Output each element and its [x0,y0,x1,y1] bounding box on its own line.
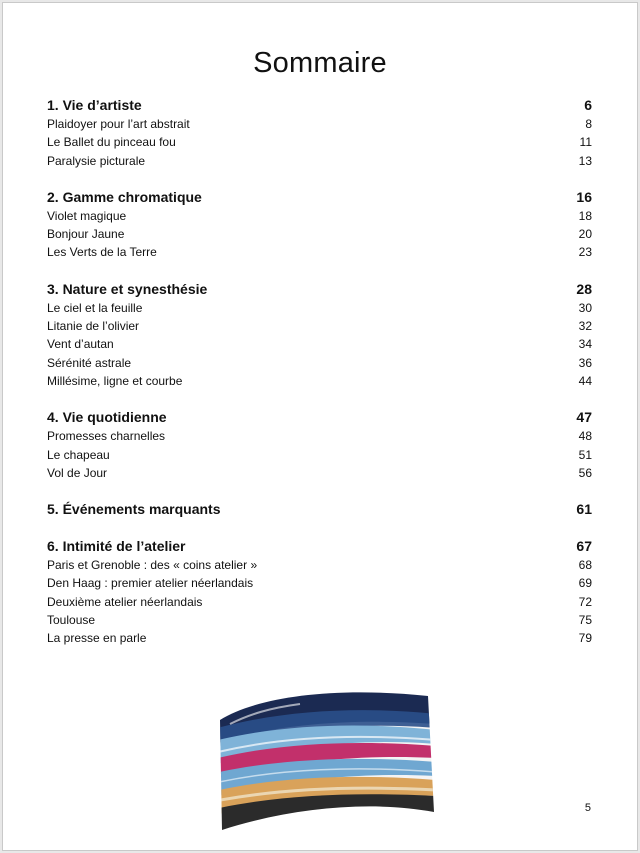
toc-entry[interactable] [47,152,592,170]
entry-page: 36 [578,355,592,370]
toc-entry[interactable] [47,354,592,372]
entry-page: 72 [578,594,592,609]
entry-page: 34 [578,337,592,352]
entry-page: 30 [578,300,592,315]
toc-section [47,95,592,170]
toc-entry[interactable] [47,207,592,225]
toc-entry[interactable] [47,372,592,390]
toc-entry[interactable] [47,574,592,592]
toc-entry[interactable] [47,225,592,243]
entry-page: 48 [578,429,592,444]
toc-entry[interactable] [47,427,592,445]
toc-section-heading[interactable] [47,499,592,519]
entry-title: Toulouse [47,613,96,628]
section-page: 16 [576,188,592,205]
entry-page: 51 [578,447,592,462]
entry-page: 44 [578,373,592,388]
toc-entry[interactable] [47,629,592,647]
section-title: 2. Gamme chromatique [47,188,202,205]
entry-title: Plaidoyer pour l’art abstrait [47,117,190,131]
toc-section [47,279,592,390]
entry-title: Vol de Jour [47,465,108,480]
toc-entry[interactable] [47,335,592,353]
toc-entry[interactable] [47,299,592,317]
toc-entry[interactable] [47,464,592,482]
toc-entry[interactable] [47,133,592,151]
entry-title: Litanie de l’olivier [47,319,140,334]
toc-entry[interactable] [47,593,592,611]
toc-section [47,407,592,482]
entry-page: 8 [585,117,592,131]
section-page: 6 [584,97,592,113]
section-title: 5. Événements marquants [47,501,221,518]
document-page [3,3,637,850]
entry-title: Le Ballet du pinceau fou [47,135,176,150]
toc-entry[interactable] [47,243,592,261]
page-number: 5 [584,802,591,814]
entry-title: Paralysie picturale [47,153,146,168]
entry-title: La presse en parle [47,631,147,646]
entry-page: 75 [578,613,592,628]
section-title: 1. Vie d’artiste [47,97,142,113]
toc-entry[interactable] [47,317,592,335]
toc-entry[interactable] [47,556,592,574]
abstract-brushstroke-painting [210,684,436,834]
toc-entry[interactable] [47,611,592,629]
section-page: 61 [576,501,592,518]
entry-page: 79 [578,631,592,646]
toc-section-heading[interactable] [47,279,592,299]
toc-section [47,536,592,647]
section-page: 28 [576,280,592,297]
entry-title: Millésime, ligne et courbe [47,373,183,388]
entry-title: Le ciel et la feuille [47,300,143,315]
entry-title: Bonjour Jaune [47,227,125,242]
page-title: Sommaire [253,47,387,79]
entry-page: 32 [578,319,592,334]
section-page: 47 [576,409,592,426]
entry-page: 69 [578,576,592,591]
section-title: 6. Intimité de l’atelier [47,538,186,555]
entry-title: Violet magique [47,208,127,223]
toc-section-heading[interactable] [47,95,592,115]
entry-title: Den Haag : premier atelier néerlandais [47,576,254,591]
entry-title: Paris et Grenoble : des « coins atelier » [47,558,258,573]
section-page: 67 [576,538,592,555]
toc-section-heading[interactable] [47,536,592,556]
entry-title: Vent d’autan [47,337,114,352]
toc-entry[interactable] [47,115,592,133]
entry-page: 23 [578,245,592,260]
entry-page: 18 [578,208,592,223]
entry-page: 56 [578,465,592,480]
entry-page: 11 [579,135,592,150]
entry-page: 20 [578,227,592,242]
section-title: 3. Nature et synesthésie [47,280,208,297]
entry-page: 68 [578,558,592,573]
toc-section [47,499,592,519]
toc-section-heading[interactable] [47,407,592,427]
toc-entry[interactable] [47,446,592,464]
table-of-contents [47,95,592,665]
section-title: 4. Vie quotidienne [47,409,167,426]
toc-section [47,187,592,262]
entry-title: Deuxième atelier néerlandais [47,594,203,609]
entry-title: Le chapeau [47,447,110,462]
entry-title: Sérénité astrale [47,355,132,370]
entry-title: Les Verts de la Terre [47,245,157,260]
toc-section-heading[interactable] [47,187,592,207]
entry-title: Promesses charnelles [47,429,166,444]
entry-page: 13 [578,153,592,168]
